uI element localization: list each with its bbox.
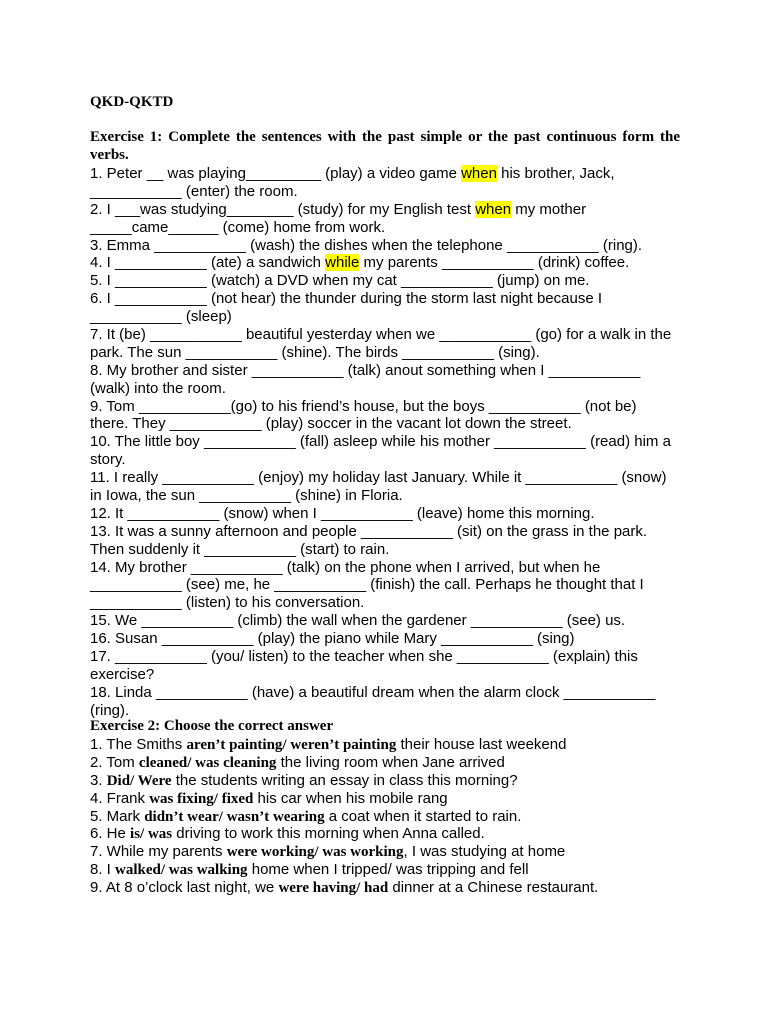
sentence-text: (ring). <box>90 701 130 719</box>
sentence-text: 3. <box>90 771 107 789</box>
exercise-1-line <box>90 201 690 219</box>
exercise-1-line <box>90 326 690 344</box>
sentence-text: ___________ (see) me, he ___________ (finish) the call. Perhaps he thought that I <box>90 576 644 594</box>
answer-options: didn’t wear/ wasn’t wearing <box>144 808 325 825</box>
sentence-text: 5. Mark <box>90 807 145 825</box>
exercise-1-line <box>90 684 690 702</box>
sentence-text: 15. We ___________ (climb) the wall when the gardener ___________ (see) us. <box>90 612 626 630</box>
exercise-2-line <box>90 772 690 790</box>
exercise-1-line <box>90 219 690 237</box>
answer-options: cleaned/ was cleaning <box>138 754 277 771</box>
answer-options: is/ was <box>130 826 173 843</box>
exercise-1-line <box>90 648 690 666</box>
sentence-text: 2. Tom <box>90 753 139 771</box>
sentence-text: 9. At 8 o’clock last night, we <box>90 879 279 897</box>
exercise-1-line <box>90 576 690 594</box>
sentence-text: my mother <box>511 200 587 218</box>
sentence-text: there. They ___________ (play) soccer in the vacant lot down the street. <box>90 415 572 433</box>
sentence-text: (walk) into the room. <box>90 379 226 397</box>
highlighted-keyword: while <box>325 254 360 272</box>
sentence-text: driving to work this morning when Anna called. <box>172 825 485 843</box>
exercise-1-line <box>90 469 690 487</box>
sentence-text: his brother, Jack, <box>496 165 615 182</box>
sentence-text: home when I tripped/ was tripping and fell <box>247 861 529 879</box>
exercise-2-list <box>90 736 690 897</box>
exercise-1-line <box>90 398 690 416</box>
sentence-text: 16. Susan ___________ (play) the piano while Mary ___________ (sing) <box>90 630 575 648</box>
exercise-1-line <box>90 702 690 720</box>
sentence-text: exercise? <box>90 665 155 683</box>
exercise-1-line <box>90 433 690 451</box>
sentence-text: 5. I ___________ (watch) a DVD when my cat ___________ (jump) on me. <box>90 272 590 290</box>
answer-options: aren’t painting/ weren’t painting <box>186 737 397 753</box>
exercise-2-line <box>90 861 690 879</box>
sentence-text: his car when his mobile rang <box>253 789 448 807</box>
answer-options: were having/ had <box>278 880 389 897</box>
sentence-text: in Iowa, the sun ___________ (shine) in Floria. <box>90 487 403 505</box>
exercise-2-heading: Exercise 2: Choose the correct answer <box>90 718 334 734</box>
sentence-text: 4. Frank <box>90 789 150 807</box>
exercise-1-line <box>90 612 690 630</box>
sentence-text: my parents ___________ (drink) coffee. <box>359 254 630 272</box>
exercise-2-line <box>90 843 690 861</box>
exercise-1-line <box>90 559 690 577</box>
exercise-1-line <box>90 165 690 183</box>
sentence-text: 6. He <box>90 825 131 843</box>
exercise-1-line <box>90 308 690 326</box>
sentence-text: the students writing an essay in class this morning? <box>171 771 518 789</box>
sentence-text: dinner at a Chinese restaurant. <box>388 879 599 897</box>
sentence-text: 7. While my parents <box>90 843 227 861</box>
sentence-text: 1. The Smiths <box>90 736 187 753</box>
sentence-text: park. The sun ___________ (shine). The birds ___________ (sing). <box>90 343 540 361</box>
highlighted-keyword: when <box>461 165 497 182</box>
exercise-1-line <box>90 505 690 523</box>
sentence-text: 6. I ___________ (not hear) the thunder during the storm last night because I <box>90 290 603 308</box>
sentence-text: 17. ___________ (you/ listen) to the teacher when she ___________ (explain) this <box>90 648 638 666</box>
exercise-1-line <box>90 380 690 398</box>
sentence-text: ___________ (sleep) <box>90 308 232 326</box>
exercise-1-line <box>90 237 690 255</box>
answer-options: Did/ Were <box>106 772 172 789</box>
exercise-1-line <box>90 451 690 469</box>
sentence-text: a coat when it started to rain. <box>324 807 522 825</box>
sentence-text: , I was studying at home <box>403 843 566 861</box>
sentence-text: 11. I really ___________ (enjoy) my holiday last January. While it ___________ (snow) <box>90 469 667 487</box>
exercise-1-line <box>90 487 690 505</box>
exercise-1-line <box>90 523 690 541</box>
sentence-text: their house last weekend <box>396 736 567 753</box>
answer-options: was fixing/ fixed <box>149 790 254 807</box>
exercise-2-line <box>90 808 690 826</box>
sentence-text: 8. I <box>90 861 116 879</box>
answer-options: were working/ was working <box>226 844 404 861</box>
exercise-1-line <box>90 666 690 684</box>
sentence-text: _____came______ (come) home from work. <box>90 218 386 236</box>
sentence-text: 9. Tom ___________(go) to his friend’s house, but the boys ___________ (not be) <box>90 397 637 415</box>
sentence-text: 1. Peter __ was playing_________ (play) a video game <box>90 165 462 182</box>
sentence-text: 14. My brother ___________ (talk) on the phone when I arrived, but when he <box>90 558 601 576</box>
answer-options: walked/ was walking <box>115 862 248 879</box>
exercise-2-line <box>90 736 690 754</box>
exercise-2-line <box>90 790 690 808</box>
exercise-1-line <box>90 630 690 648</box>
sentence-text: the living room when Jane arrived <box>276 753 505 771</box>
sentence-text: 2. I ___was studying________ (study) for my English test <box>90 200 476 218</box>
exercise-1-list <box>90 165 690 720</box>
exercise-1-line <box>90 254 690 272</box>
sentence-text: 12. It ___________ (snow) when I ___________ (leave) home this morning. <box>90 504 595 522</box>
exercise-1-line <box>90 415 690 433</box>
exercise-2-line <box>90 825 690 843</box>
sentence-text: 13. It was a sunny afternoon and people ___________ (sit) on the grass in the park. <box>90 522 648 540</box>
exercise-1-heading: Exercise 1: Complete the sentences with the past simple or the past continuous form the verbs. <box>90 129 680 163</box>
sentence-text: 18. Linda ___________ (have) a beautiful dream when the alarm clock ___________ <box>90 683 656 701</box>
sentence-text: 7. It (be) ___________ beautiful yesterday when we ___________ (go) for a walk in the <box>90 326 672 344</box>
sentence-text: 8. My brother and sister ___________ (talk) anout something when I ___________ <box>90 361 641 379</box>
exercise-1-line <box>90 541 690 559</box>
exercise-1-line <box>90 183 690 201</box>
sentence-text: 10. The little boy ___________ (fall) asleep while his mother ___________ (read) him a <box>90 433 671 451</box>
sentence-text: Then suddenly it ___________ (start) to rain. <box>90 540 390 558</box>
exercise-1-line <box>90 362 690 380</box>
exercise-1-line <box>90 290 690 308</box>
highlighted-keyword: when <box>475 200 512 218</box>
sentence-text: ___________ (enter) the room. <box>90 182 298 200</box>
exercise-1-line <box>90 594 690 612</box>
sentence-text: 3. Emma ___________ (wash) the dishes when the telephone ___________ (ring). <box>90 236 643 254</box>
sentence-text: 4. I ___________ (ate) a sandwich <box>90 254 326 272</box>
document-title: QKD-QKTD <box>90 94 174 110</box>
sentence-text: story. <box>90 451 126 469</box>
sentence-text: ___________ (listen) to his conversation. <box>90 594 365 612</box>
exercise-1-line <box>90 344 690 362</box>
exercise-2-line <box>90 754 690 772</box>
exercise-2-line <box>90 879 690 897</box>
exercise-1-line <box>90 272 690 290</box>
